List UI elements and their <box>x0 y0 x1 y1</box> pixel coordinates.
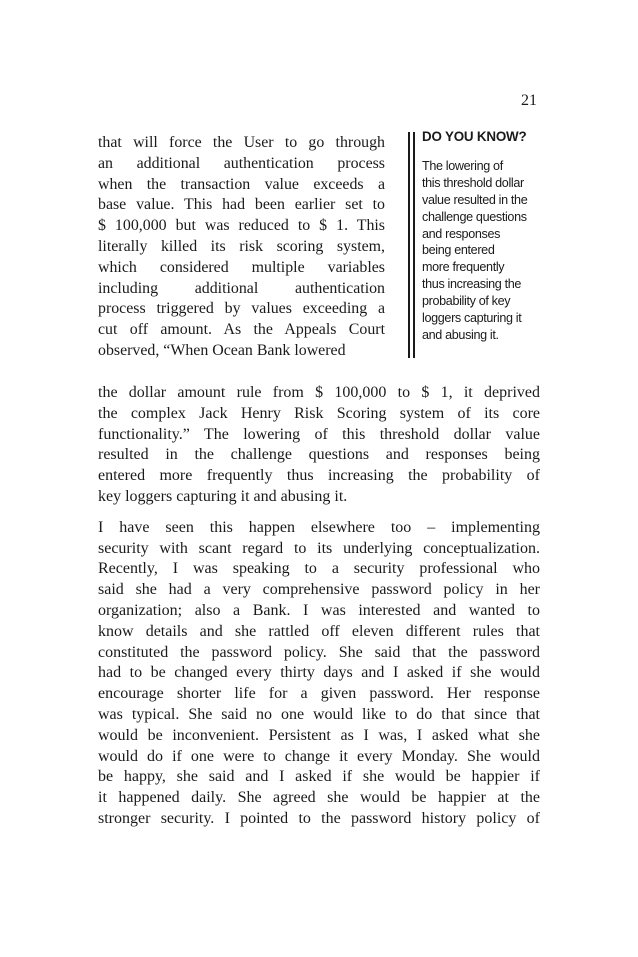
sidebar-text-line: probability of key <box>422 294 511 309</box>
sidebar-heading: DO YOU KNOW? <box>422 129 527 144</box>
sidebar-text-line: thus increasing the <box>422 277 522 292</box>
sidebar-text-line: challenge questions <box>422 209 527 224</box>
body-text-line: including additional authentication <box>98 279 385 297</box>
body-text-line: resulted in the challenge questions and responses being <box>98 446 540 464</box>
body-text-line: would be inconvenient. Persistent as I was, I asked what she <box>98 726 540 744</box>
body-text-line: $ 100,000 but was reduced to $ 1. This <box>98 217 385 235</box>
sidebar-text-line: and responses <box>422 226 501 241</box>
sidebar-rule <box>413 132 415 358</box>
body-text-line: know details and she rattled off eleven different rules that <box>98 622 540 640</box>
body-text-line: be happy, she said and I asked if she would be happier if <box>98 768 540 786</box>
body-text-line: stronger security. I pointed to the password history policy of <box>98 809 540 827</box>
sidebar-text-line: more frequently <box>422 260 505 275</box>
sidebar-text-line: this threshold dollar <box>422 175 524 190</box>
body-text-line: would do if one were to change it every Monday. She would <box>98 747 540 765</box>
sidebar-text-line: being entered <box>422 243 495 258</box>
body-text-line: functionality.” The lowering of this threshold dollar value <box>98 425 540 443</box>
body-text-line: security with scant regard to its underlying conceptualization. <box>98 539 540 557</box>
body-text-line: encourage shorter life for a given password. Her response <box>98 685 540 703</box>
body-text-line: had to be changed every thirty days and I asked if she would <box>98 664 540 682</box>
did-you-know-sidebar <box>408 128 541 356</box>
body-text-line: which considered multiple variables <box>98 258 385 276</box>
body-text-line: key loggers capturing it and abusing it. <box>98 487 348 505</box>
body-text-line: the dollar amount rule from $ 100,000 to $ 1, it deprived <box>98 384 540 401</box>
body-text-line: base value. This had been earlier set to <box>98 196 385 214</box>
sidebar-content <box>422 128 544 344</box>
body-text-line: observed, “When Ocean Bank lowered <box>98 341 346 359</box>
body-text-line: said she had a very comprehensive password policy in her <box>98 581 540 599</box>
body-text-line: the complex Jack Henry Risk Scoring system of its core <box>98 404 540 422</box>
sidebar-text-line: loggers capturing it <box>422 311 522 326</box>
body-text-line: I have seen this happen elsewhere too – implementing <box>98 518 540 536</box>
paragraph-gap <box>98 508 540 518</box>
body-text-line: process triggered by values exceeding a <box>98 300 385 318</box>
sidebar-rule <box>408 132 410 358</box>
sidebar-text-line: The lowering of <box>422 159 503 173</box>
sidebar-text-line: and abusing it. <box>422 327 499 342</box>
body-text-line: Recently, I was speaking to a security professional who <box>98 560 540 578</box>
body-text-line: was typical. She said no one would like to do that since that <box>98 705 540 723</box>
body-text-line: it happened daily. She agreed she would be happier at the <box>98 789 540 807</box>
body-text-line: an additional authentication process <box>98 154 385 172</box>
body-text-line: entered more frequently thus increasing the probability of <box>98 467 540 485</box>
wrapped-text-block <box>98 133 385 362</box>
sidebar-text-line: value resulted in the <box>422 192 528 207</box>
body-text-line: that will force the User to go through <box>98 134 385 151</box>
page-number: 21 <box>521 92 537 109</box>
body-text-line: when the transaction value exceeds a <box>98 175 385 193</box>
body-text-line: constituted the password policy. She said that the password <box>98 643 540 661</box>
body-text-line: literally killed its risk scoring system, <box>98 237 385 255</box>
full-width-text-block <box>98 383 540 830</box>
body-text-line: organization; also a Bank. I was interested and wanted to <box>98 601 540 619</box>
body-text-line: cut off amount. As the Appeals Court <box>98 321 385 339</box>
